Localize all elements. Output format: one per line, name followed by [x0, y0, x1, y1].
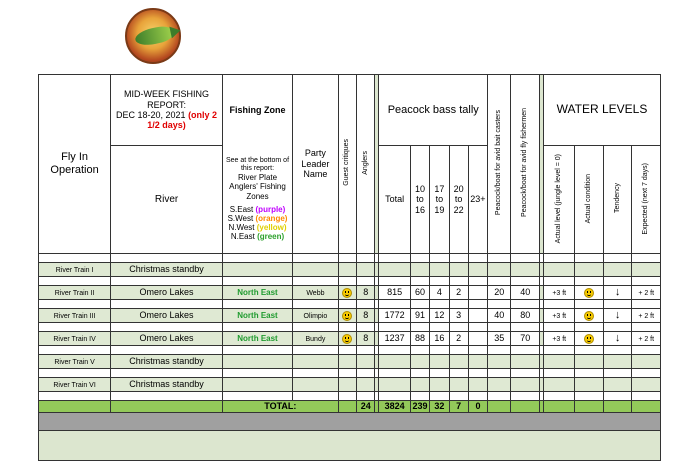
spacer-cell	[410, 254, 429, 263]
bucket-17-19-cell	[430, 378, 449, 392]
tendency-cell	[603, 309, 631, 323]
spacer-cell	[410, 323, 429, 332]
expected-cell	[632, 263, 661, 277]
spacer-cell	[575, 323, 603, 332]
bucket-10-16-cell	[410, 355, 429, 369]
spacer-cell	[222, 277, 292, 286]
fly-fishermen-cell	[511, 355, 539, 369]
spacer-cell	[632, 392, 661, 401]
spacer-cell	[430, 346, 449, 355]
spacer-cell	[379, 323, 411, 332]
spacer-cell	[632, 369, 661, 378]
spacer-cell	[379, 277, 411, 286]
actual-level-header: Actual level (jungle level = 0)	[543, 146, 575, 254]
bucket-20-22-header: 20 to 22	[449, 146, 468, 254]
spacer-cell	[222, 254, 292, 263]
bucket-17-19-cell: 16	[430, 332, 449, 346]
totals-row	[39, 401, 661, 413]
bucket-23-cell	[468, 263, 487, 277]
spacer-cell	[111, 254, 223, 263]
spacer-cell	[603, 392, 631, 401]
spacer-cell	[357, 392, 375, 401]
spacer-cell	[511, 277, 539, 286]
fish-icon	[134, 24, 174, 48]
spacer-cell	[111, 277, 223, 286]
totals-label: TOTAL:	[222, 401, 338, 413]
spacer-cell	[430, 300, 449, 309]
down-arrow-icon: ↓	[614, 286, 621, 299]
train-name: River Train I	[39, 263, 111, 277]
spacer-cell	[338, 392, 356, 401]
fishing-zone-header: Fishing Zone	[222, 75, 292, 146]
spacer-cell	[357, 254, 375, 263]
spacer-cell	[338, 369, 356, 378]
spacer-cell	[603, 369, 631, 378]
spacer-cell	[488, 277, 511, 286]
fly-fishermen-cell	[511, 378, 539, 392]
smiley-face-icon	[584, 311, 594, 321]
tendency-cell	[603, 332, 631, 346]
spacer-cell	[468, 392, 487, 401]
down-arrow-icon: ↓	[614, 309, 621, 322]
fly-in-header: Fly In Operation	[39, 75, 111, 254]
party-leader-header: Party Leader Name	[293, 75, 339, 254]
spacer-row	[39, 277, 661, 286]
actual-condition-cell	[575, 378, 603, 392]
spacer-cell	[410, 392, 429, 401]
spacer-row	[39, 392, 661, 401]
spacer-cell	[575, 277, 603, 286]
zone-cell: North East	[222, 332, 292, 346]
spacer-cell	[222, 392, 292, 401]
spacer-cell	[603, 300, 631, 309]
party-leader-cell	[293, 263, 339, 277]
spacer-cell	[39, 369, 111, 378]
actual-level-cell	[543, 263, 575, 277]
spacer-cell	[488, 254, 511, 263]
spacer-cell	[449, 300, 468, 309]
report-title: MID-WEEK FISHING REPORT: DEC 18-20, 2021 (only 2 1/2 days)	[111, 75, 223, 146]
actual-condition-header: Actual condition	[575, 146, 603, 254]
spacer-cell	[111, 392, 223, 401]
actual-condition-cell	[575, 263, 603, 277]
bucket-17-19-cell: 12	[430, 309, 449, 323]
anglers-cell: 8	[357, 332, 375, 346]
spacer-cell	[39, 346, 111, 355]
spacer-cell	[338, 277, 356, 286]
spacer-cell	[39, 254, 111, 263]
tendency-cell	[603, 378, 631, 392]
bucket-10-16-cell	[410, 263, 429, 277]
spacer-cell	[338, 254, 356, 263]
actual-level-cell: +3 ft	[543, 286, 575, 300]
train-row	[39, 378, 661, 392]
spacer-cell	[488, 369, 511, 378]
zone-legend: See at the bottom of this report: River Plate Anglers' Fishing Zones S.East (purple) S.West (orange) N.West (yellow) N.East (green)	[222, 146, 292, 254]
smiley-face-icon	[584, 288, 594, 298]
spacer-cell	[379, 254, 411, 263]
river-plate-logo	[125, 8, 181, 64]
party-leader-cell	[293, 378, 339, 392]
zone-cell	[222, 263, 292, 277]
down-arrow-icon: ↓	[614, 332, 621, 345]
bucket-23-cell	[468, 309, 487, 323]
smiley-face-icon	[342, 311, 352, 321]
spacer-cell	[632, 323, 661, 332]
spacer-cell	[488, 300, 511, 309]
spacer-cell	[111, 369, 223, 378]
totals-10-16: 239	[410, 401, 429, 413]
totals-20-22: 7	[449, 401, 468, 413]
zone-cell: North East	[222, 309, 292, 323]
spacer-cell	[39, 300, 111, 309]
spacer-cell	[338, 346, 356, 355]
spacer-cell	[293, 346, 339, 355]
bucket-23-header: 23+	[468, 146, 487, 254]
bait-casters-header: Peacock/boat for avid bait casters	[488, 75, 511, 254]
spacer-cell	[357, 300, 375, 309]
party-leader-cell: Webb	[293, 286, 339, 300]
spacer-cell	[293, 392, 339, 401]
totals-blank	[39, 401, 111, 413]
bucket-20-22-cell	[449, 263, 468, 277]
spacer-row	[39, 369, 661, 378]
fishing-report-table	[38, 74, 661, 461]
spacer-cell	[575, 346, 603, 355]
spacer-cell	[468, 254, 487, 263]
spacer-cell	[575, 254, 603, 263]
spacer-cell	[39, 323, 111, 332]
tendency-header: Tendency	[603, 146, 631, 254]
spacer-cell	[39, 277, 111, 286]
spacer-cell	[488, 323, 511, 332]
expected-cell: + 2 ft	[632, 309, 661, 323]
spacer-cell	[357, 346, 375, 355]
spacer-cell	[293, 254, 339, 263]
spacer-cell	[430, 277, 449, 286]
bait-casters-cell: 20	[488, 286, 511, 300]
spacer-cell	[632, 254, 661, 263]
footer-band-cell	[39, 431, 661, 461]
guest-critiques-header: Guest critiques	[338, 75, 356, 254]
zone-cell	[222, 355, 292, 369]
expected-cell: + 2 ft	[632, 286, 661, 300]
fly-fishermen-header: Peacock/boat for avid fly fishermen	[511, 75, 539, 254]
spacer-cell	[430, 392, 449, 401]
fly-fishermen-cell: 40	[511, 286, 539, 300]
bucket-10-16-cell	[410, 378, 429, 392]
spacer-cell	[603, 323, 631, 332]
spacer-cell	[543, 300, 575, 309]
totals-anglers: 24	[357, 401, 375, 413]
train-row	[39, 332, 661, 346]
expected-cell: + 2 ft	[632, 332, 661, 346]
actual-level-cell: +3 ft	[543, 332, 575, 346]
spacer-cell	[449, 392, 468, 401]
spacer-cell	[338, 300, 356, 309]
spacer-cell	[543, 346, 575, 355]
spacer-row	[39, 346, 661, 355]
bucket-10-16-cell: 60	[410, 286, 429, 300]
spacer-cell	[449, 254, 468, 263]
spacer-cell	[449, 369, 468, 378]
train-row	[39, 355, 661, 369]
totals-17-19: 32	[430, 401, 449, 413]
train-name: River Train III	[39, 309, 111, 323]
totals-blank	[632, 401, 661, 413]
river-name: Omero Lakes	[111, 309, 223, 323]
spacer-cell	[488, 346, 511, 355]
river-header: River	[111, 146, 223, 254]
spacer-cell	[511, 254, 539, 263]
train-name: River Train II	[39, 286, 111, 300]
spacer-cell	[357, 323, 375, 332]
actual-level-cell: +3 ft	[543, 309, 575, 323]
spacer-cell	[293, 323, 339, 332]
spacer-cell	[511, 323, 539, 332]
train-name: River Train IV	[39, 332, 111, 346]
spacer-cell	[449, 323, 468, 332]
bucket-20-22-cell	[449, 355, 468, 369]
footer-band	[39, 431, 661, 461]
spacer-cell	[379, 300, 411, 309]
expected-cell	[632, 378, 661, 392]
spacer-cell	[338, 323, 356, 332]
guest-critique-cell	[338, 263, 356, 277]
total-cell: 815	[379, 286, 411, 300]
fly-fishermen-cell: 70	[511, 332, 539, 346]
guest-critique-cell	[338, 355, 356, 369]
spacer-cell	[449, 277, 468, 286]
total-column-header: Total	[379, 146, 411, 254]
peacock-tally-header: Peacock bass tally	[379, 75, 488, 146]
bucket-17-19-cell	[430, 263, 449, 277]
bucket-20-22-cell	[449, 378, 468, 392]
totals-blank	[543, 401, 575, 413]
anglers-cell: 8	[357, 309, 375, 323]
spacer-row	[39, 323, 661, 332]
guest-critique-cell	[338, 309, 356, 323]
train-row	[39, 309, 661, 323]
bucket-17-19-cell	[430, 355, 449, 369]
total-cell	[379, 355, 411, 369]
bucket-20-22-cell: 2	[449, 332, 468, 346]
zone-cell	[222, 378, 292, 392]
spacer-cell	[430, 254, 449, 263]
bucket-23-cell	[468, 286, 487, 300]
river-name: Omero Lakes	[111, 332, 223, 346]
spacer-cell	[603, 277, 631, 286]
spacer-cell	[511, 392, 539, 401]
bait-casters-cell: 35	[488, 332, 511, 346]
spacer-cell	[575, 300, 603, 309]
actual-condition-cell	[575, 309, 603, 323]
tendency-cell	[603, 263, 631, 277]
bait-casters-cell: 40	[488, 309, 511, 323]
smiley-face-icon	[342, 334, 352, 344]
guest-critique-cell	[338, 332, 356, 346]
spacer-cell	[575, 392, 603, 401]
anglers-cell	[357, 263, 375, 277]
spacer-cell	[449, 346, 468, 355]
anglers-cell	[357, 378, 375, 392]
spacer-cell	[39, 392, 111, 401]
tendency-cell	[603, 355, 631, 369]
actual-condition-cell	[575, 332, 603, 346]
spacer-cell	[379, 369, 411, 378]
anglers-header: Anglers	[357, 75, 375, 254]
river-name: Christmas standby	[111, 378, 223, 392]
spacer-cell	[293, 300, 339, 309]
bucket-20-22-cell: 2	[449, 286, 468, 300]
spacer-cell	[430, 369, 449, 378]
train-name: River Train V	[39, 355, 111, 369]
zone-cell: North East	[222, 286, 292, 300]
spacer-cell	[603, 254, 631, 263]
spacer-cell	[632, 300, 661, 309]
spacer-cell	[603, 346, 631, 355]
actual-level-cell	[543, 378, 575, 392]
spacer-cell	[468, 346, 487, 355]
totals-23: 0	[468, 401, 487, 413]
spacer-cell	[379, 346, 411, 355]
bucket-17-19-header: 17 to 19	[430, 146, 449, 254]
totals-total: 3824	[379, 401, 411, 413]
spacer-cell	[410, 346, 429, 355]
bucket-23-cell	[468, 355, 487, 369]
spacer-cell	[410, 369, 429, 378]
spacer-cell	[632, 346, 661, 355]
spacer-row	[39, 300, 661, 309]
bucket-10-16-cell: 88	[410, 332, 429, 346]
spacer-cell	[111, 300, 223, 309]
spacer-cell	[357, 277, 375, 286]
totals-blank	[488, 401, 511, 413]
bucket-23-cell	[468, 378, 487, 392]
spacer-cell	[293, 369, 339, 378]
spacer-cell	[575, 369, 603, 378]
spacer-cell	[357, 369, 375, 378]
bait-casters-cell	[488, 355, 511, 369]
grey-band-cell	[39, 413, 661, 431]
spacer-cell	[410, 277, 429, 286]
bucket-10-16-header: 10 to 16	[410, 146, 429, 254]
spacer-cell	[410, 300, 429, 309]
spacer-cell	[511, 369, 539, 378]
spacer-cell	[543, 277, 575, 286]
totals-blank	[603, 401, 631, 413]
river-name: Christmas standby	[111, 355, 223, 369]
spacer-cell	[222, 346, 292, 355]
river-name: Christmas standby	[111, 263, 223, 277]
bucket-20-22-cell: 3	[449, 309, 468, 323]
totals-blank	[338, 401, 356, 413]
guest-critique-cell	[338, 286, 356, 300]
total-cell: 1772	[379, 309, 411, 323]
guest-critique-cell	[338, 378, 356, 392]
spacer-cell	[430, 323, 449, 332]
spacer-cell	[543, 369, 575, 378]
total-cell: 1237	[379, 332, 411, 346]
party-leader-cell: Olimpio	[293, 309, 339, 323]
totals-blank	[575, 401, 603, 413]
spacer-cell	[543, 323, 575, 332]
actual-condition-cell	[575, 286, 603, 300]
expected-header: Expected (next 7 days)	[632, 146, 661, 254]
tendency-cell	[603, 286, 631, 300]
grey-band	[39, 413, 661, 431]
anglers-cell: 8	[357, 286, 375, 300]
train-name: River Train VI	[39, 378, 111, 392]
total-cell	[379, 378, 411, 392]
spacer-cell	[488, 392, 511, 401]
party-leader-cell	[293, 355, 339, 369]
river-name: Omero Lakes	[111, 286, 223, 300]
fly-fishermen-cell	[511, 263, 539, 277]
spacer-cell	[511, 346, 539, 355]
fly-fishermen-cell: 80	[511, 309, 539, 323]
spacer-cell	[468, 300, 487, 309]
spacer-cell	[379, 392, 411, 401]
smiley-face-icon	[584, 334, 594, 344]
spacer-cell	[543, 392, 575, 401]
bucket-23-cell	[468, 332, 487, 346]
actual-condition-cell	[575, 355, 603, 369]
party-leader-cell: Bundy	[293, 332, 339, 346]
totals-blank	[511, 401, 539, 413]
train-row	[39, 286, 661, 300]
total-cell	[379, 263, 411, 277]
spacer-cell	[468, 369, 487, 378]
spacer-cell	[468, 277, 487, 286]
spacer-cell	[511, 300, 539, 309]
anglers-cell	[357, 355, 375, 369]
spacer-cell	[222, 369, 292, 378]
train-row	[39, 263, 661, 277]
smiley-face-icon	[342, 288, 352, 298]
bucket-10-16-cell: 91	[410, 309, 429, 323]
spacer-cell	[111, 346, 223, 355]
spacer-cell	[222, 323, 292, 332]
spacer-cell	[468, 323, 487, 332]
bait-casters-cell	[488, 263, 511, 277]
bait-casters-cell	[488, 378, 511, 392]
expected-cell	[632, 355, 661, 369]
spacer-cell	[222, 300, 292, 309]
totals-blank	[111, 401, 223, 413]
spacer-row	[39, 254, 661, 263]
spacer-cell	[632, 277, 661, 286]
spacer-cell	[111, 323, 223, 332]
actual-level-cell	[543, 355, 575, 369]
spacer-cell	[543, 254, 575, 263]
bucket-17-19-cell: 4	[430, 286, 449, 300]
water-levels-header: WATER LEVELS	[543, 75, 660, 146]
spacer-cell	[293, 277, 339, 286]
